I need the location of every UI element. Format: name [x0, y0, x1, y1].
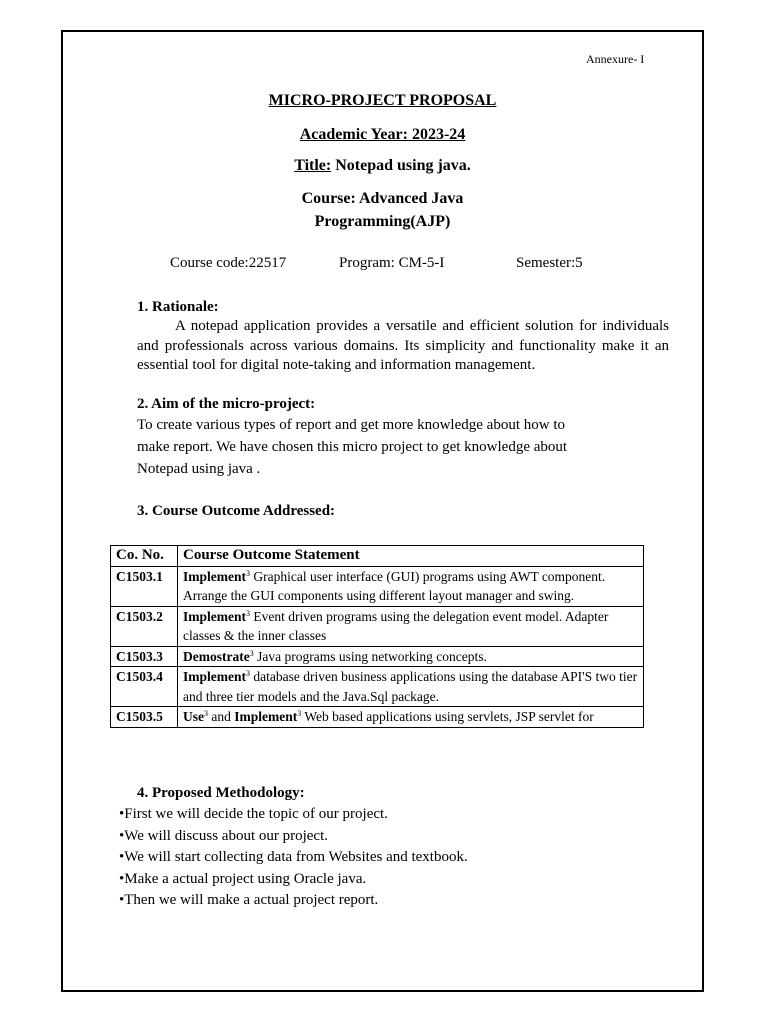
list-item: •We will start collecting data from Websites and textbook.	[119, 849, 468, 865]
co-statement	[178, 566, 644, 606]
co-superscript: 3	[246, 608, 250, 618]
co-statement	[178, 646, 644, 667]
rationale-heading: 1. Rationale:	[137, 299, 219, 315]
co-superscript: 3	[246, 669, 250, 678]
aim-line: To create various types of report and get more knowledge about how to	[137, 417, 565, 433]
list-item: •Make a actual project using Oracle java.	[119, 870, 367, 887]
co-text: Graphical user interface (GUI) programs using AWT component. Arrange the GUI components using different layout manager and swing.	[183, 568, 606, 603]
course-line-2: Programming(AJP)	[314, 213, 451, 230]
co-superscript: 3	[249, 648, 254, 658]
table-row	[111, 606, 644, 646]
list-item: •We will discuss about our project.	[119, 827, 329, 844]
co-verb: Implement	[234, 709, 298, 724]
co-code: C1503.5	[111, 707, 178, 728]
co-verb: Use	[183, 709, 204, 724]
co-code: C1503.3	[111, 646, 178, 667]
program: Program: CM-5-I	[339, 255, 445, 271]
course-outcome-heading: 3. Course Outcome Addressed:	[137, 503, 336, 519]
co-verb: Implement	[183, 608, 246, 624]
co-superscript: 3	[246, 568, 250, 578]
course-code: Course code:22517	[170, 255, 287, 271]
column-header-co-no: Co. No.	[111, 546, 178, 567]
academic-year	[61, 126, 704, 144]
co-code: C1503.4	[111, 667, 178, 707]
academic-year-text: Academic Year: 2023-24	[299, 126, 466, 143]
co-text: Java programs using networking concepts.	[253, 648, 487, 664]
co-statement	[178, 667, 644, 707]
methodology-list	[119, 804, 468, 912]
project-title-value: Notepad using java.	[331, 157, 471, 174]
project-title	[61, 157, 704, 175]
table-row	[111, 646, 644, 667]
co-code: C1503.2	[111, 606, 178, 646]
co-verb: Implement	[183, 568, 246, 584]
co-text: Web based applications using servlets, JSP servlet for	[301, 709, 594, 724]
aim-heading: 2. Aim of the micro-project:	[137, 396, 316, 412]
list-item: •First we will decide the topic of our project.	[119, 806, 388, 822]
co-statement	[178, 707, 644, 728]
annexure-label: Annexure- I	[586, 52, 645, 66]
course-line-1: Course: Advanced Java	[301, 190, 464, 207]
aim-text	[137, 414, 669, 480]
course-outcome-table	[110, 545, 644, 728]
project-title-label: Title:	[294, 157, 332, 174]
co-verb: Demostrate	[183, 648, 250, 664]
table-row	[111, 667, 644, 707]
semester: Semester:5	[516, 255, 583, 271]
aim-line: Notepad using java .	[137, 461, 261, 477]
table-header-row	[111, 546, 644, 567]
co-code: C1503.1	[111, 566, 178, 606]
co-statement	[178, 606, 644, 646]
rationale-text: A notepad application provides a versatile and efficient solution for individuals and professionals across various domains. Its simplicity and functionality make it an essential tool for digital note-taking and information management.	[137, 318, 669, 373]
co-superscript: 3	[204, 709, 208, 718]
column-header-statement: Course Outcome Statement	[178, 546, 644, 567]
co-text: database driven business applications using the database API'S two tier and three tier models and the Java.Sql package.	[183, 669, 638, 704]
co-superscript: 3	[297, 709, 302, 718]
co-text-mid: and	[208, 709, 235, 724]
table-row	[111, 566, 644, 606]
proposal-title-text: MICRO-PROJECT PROPOSAL	[268, 92, 497, 109]
co-text: Event driven programs using the delegation event model. Adapter classes & the inner classes	[183, 608, 609, 643]
table-row	[111, 707, 644, 728]
proposal-title	[61, 92, 704, 110]
list-item: •Then we will make a actual project report.	[119, 892, 379, 908]
methodology-heading: 4. Proposed Methodology:	[137, 785, 305, 801]
co-verb: Implement	[183, 669, 246, 684]
aim-line: make report. We have chosen this micro project to get knowledge about	[137, 439, 568, 455]
